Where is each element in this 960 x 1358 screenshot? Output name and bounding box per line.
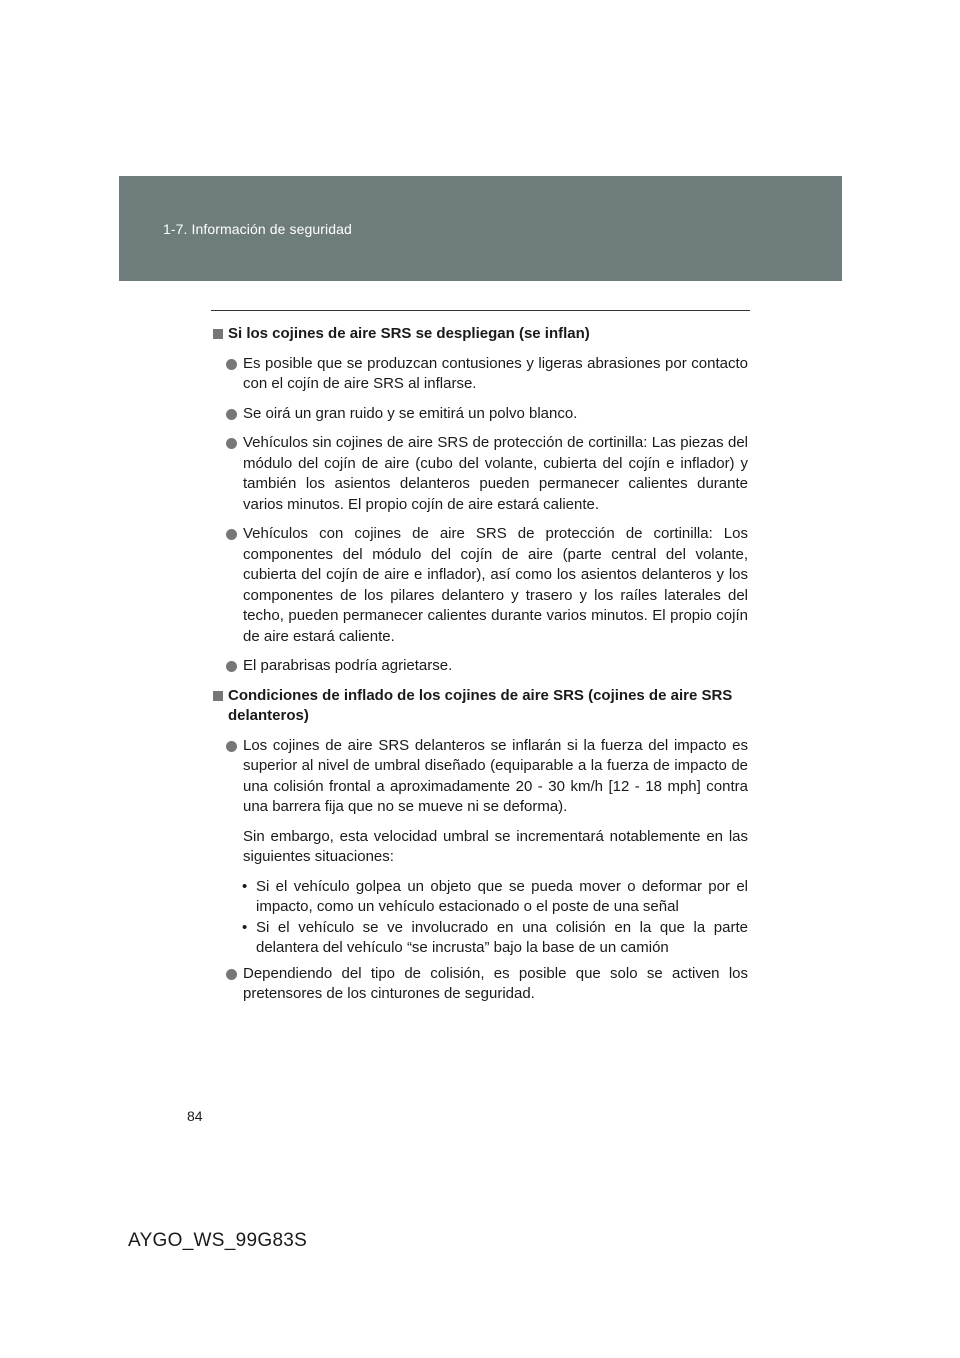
- body-paragraph: Sin embargo, esta velocidad umbral se incrementará notablemente en las siguientes situaciones:: [243, 827, 748, 865]
- list-item: [211, 964, 748, 1005]
- document-code: AYGO_WS_99G83S: [128, 1230, 308, 1251]
- list-item: [211, 524, 748, 647]
- list-item: [211, 656, 748, 677]
- circle-bullet-icon: [226, 661, 237, 672]
- list-item: [211, 404, 748, 425]
- circle-bullet-icon: [226, 969, 237, 980]
- list-item: [211, 354, 748, 395]
- list-item-text: Se oirá un gran ruido y se emitirá un polvo blanco.: [243, 404, 578, 422]
- square-bullet-icon: [213, 691, 223, 701]
- list-item-text: Vehículos con cojines de aire SRS de protección de cortinilla: Los componentes del módulo del cojín de aire (parte central del volante, cubierta del cojín de aire e inflador), así como los asientos delanteros y los componentes de los pilares delantero y trasero y los raíles laterales del techo, pueden permanecer calientes durante varios minutos. El propio cojín de aire estará caliente.: [243, 525, 748, 645]
- square-bullet-icon: [213, 329, 223, 339]
- dot-bullet-icon: •: [242, 877, 248, 895]
- list-item: [211, 433, 748, 515]
- dot-bullet-icon: •: [242, 918, 248, 936]
- list-item: [211, 736, 748, 818]
- circle-bullet-icon: [226, 359, 237, 370]
- sub-list-item: [211, 918, 748, 959]
- circle-bullet-icon: [226, 409, 237, 420]
- heading-text: Condiciones de inflado de los cojines de aire SRS (cojines de aire SRS delanteros): [228, 686, 733, 724]
- chapter-header-band: [119, 176, 842, 281]
- heading-deployed: [211, 324, 748, 345]
- top-rule: [211, 310, 750, 311]
- sub-list-item: [211, 877, 748, 918]
- list-item-text: Es posible que se produzcan contusiones y ligeras abrasiones por contacto con el cojín de aire SRS al inflarse.: [243, 354, 748, 392]
- heading-text: Si los cojines de aire SRS se despliegan (se inflan): [228, 325, 590, 342]
- list-item-text: El parabrisas podría agrietarse.: [243, 657, 453, 674]
- page-number: 84: [187, 1108, 203, 1124]
- circle-bullet-icon: [226, 529, 237, 540]
- list-item-text: Vehículos sin cojines de aire SRS de protección de cortinilla: Las piezas del módulo del cojín de aire (cubo del volante, cubierta del cojín e inflador) y también los asientos delanteros pueden permanecer calientes durante varios minutos. El propio cojín de aire estará caliente.: [243, 434, 748, 513]
- sub-list-item-text: Si el vehículo se ve involucrado en una colisión en la que la parte delantera del vehículo “se incrusta” bajo la base de un camión: [256, 918, 748, 956]
- sub-list-item-text: Si el vehículo golpea un objeto que se pueda mover o deformar por el impacto, como un vehículo estacionado o el poste de una señal: [256, 877, 748, 915]
- heading-inflation-conditions: [211, 686, 748, 727]
- circle-bullet-icon: [226, 438, 237, 449]
- page-content: [211, 324, 748, 1014]
- list-item-text: Los cojines de aire SRS delanteros se inflarán si la fuerza del impacto es superior al nivel de umbral diseñado (equiparable a la fuerza de impacto de una colisión frontal a aproximadamente 20 - 30 km/h [12 - 18 mph] contra una barrera fija que no se mueve ni se deforma).: [243, 736, 748, 815]
- section-title: 1-7. Información de seguridad: [163, 221, 352, 237]
- list-item-text: Dependiendo del tipo de colisión, es posible que solo se activen los pretensores de los cinturones de seguridad.: [243, 964, 748, 1002]
- circle-bullet-icon: [226, 741, 237, 752]
